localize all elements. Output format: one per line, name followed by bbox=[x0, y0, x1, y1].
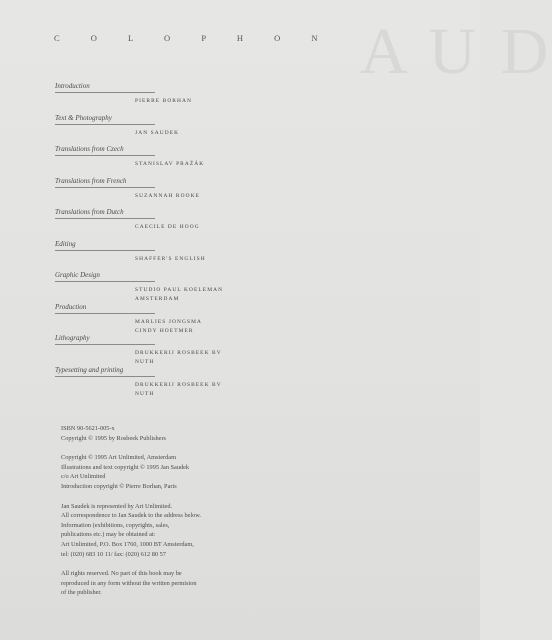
credit-role: Lithography bbox=[55, 334, 90, 342]
info-line: Art Unlimited, P.O. Box 1760, 1000 BT Amsterdam, bbox=[61, 540, 194, 548]
credit-entry bbox=[55, 303, 315, 335]
credit-divider bbox=[55, 187, 155, 188]
info-paragraph bbox=[61, 569, 301, 598]
credit-role: Translations from Czech bbox=[55, 145, 124, 153]
credit-role: Typesetting and printing bbox=[55, 365, 124, 374]
credit-name: PIERRE BORHAN bbox=[135, 98, 192, 104]
info-line: ISBN 90-5621-005-x bbox=[61, 425, 115, 432]
background-title-letters: A U D bbox=[360, 15, 552, 88]
credit-names bbox=[135, 97, 192, 106]
info-line: publications etc.) may be obtained at: bbox=[61, 531, 156, 539]
credit-names bbox=[135, 286, 223, 304]
credit-name: DRUKKERIJ ROSBEEK BV bbox=[135, 381, 222, 388]
info-line: Copyright © 1995 Art Unlimited, Amsterdam bbox=[61, 454, 176, 462]
credit-names bbox=[135, 255, 206, 264]
info-line: All correspondence to Jan Saudek to the address below. bbox=[61, 512, 202, 520]
credit-divider bbox=[55, 218, 155, 219]
credit-divider bbox=[55, 376, 155, 377]
credit-names bbox=[135, 223, 200, 232]
info-line: Copyright © 1995 by Rosbeek Publishers bbox=[61, 434, 167, 442]
credit-entry bbox=[55, 177, 315, 209]
credit-name: AMSTERDAM bbox=[135, 296, 180, 302]
credit-name: CINDY HOETMER bbox=[135, 327, 194, 334]
credit-divider bbox=[55, 155, 155, 156]
info-paragraph bbox=[61, 424, 301, 443]
credit-name: NUTH bbox=[135, 390, 155, 397]
publication-info bbox=[61, 424, 301, 608]
info-line: Illustrations and text copyright © 1995 Jan Saudek bbox=[61, 463, 190, 471]
info-line: c/o Art Unlimited bbox=[61, 473, 106, 481]
credit-entry bbox=[55, 145, 315, 177]
credit-entry bbox=[55, 208, 315, 240]
credit-names bbox=[135, 129, 179, 138]
credit-names bbox=[135, 318, 202, 336]
credit-divider bbox=[55, 124, 155, 125]
credit-divider bbox=[55, 250, 155, 251]
credit-role: Translations from Dutch bbox=[55, 208, 124, 216]
page-title: C O L O P H O N bbox=[54, 33, 333, 43]
info-line: Introduction copyright © Pierre Borhan, Paris bbox=[61, 482, 177, 490]
credit-name: SHAFFER'S ENGLISH bbox=[135, 255, 206, 262]
credit-entry bbox=[55, 240, 315, 272]
info-line: reproduced in any form without the written permision bbox=[61, 579, 197, 587]
credit-name: MARLIES JONGSMA bbox=[135, 318, 202, 325]
credit-divider bbox=[55, 344, 155, 345]
credit-name: CAECILE DE HOOG bbox=[135, 224, 200, 230]
credit-names bbox=[135, 160, 204, 169]
credit-role: Graphic Design bbox=[55, 271, 100, 279]
credit-name: STUDIO PAUL KOELEMAN bbox=[135, 287, 224, 293]
credit-names bbox=[135, 192, 200, 201]
info-line: All rights reserved. No part of this book may be bbox=[61, 570, 182, 578]
credit-divider bbox=[55, 313, 155, 314]
credit-role: Text & Photography bbox=[55, 113, 112, 122]
credit-role: Production bbox=[55, 302, 87, 311]
info-line: Jan Saudek is represented by Art Unlimited. bbox=[61, 502, 173, 510]
credit-entry bbox=[55, 271, 315, 303]
credit-role: Translations from French bbox=[55, 176, 127, 185]
credit-divider bbox=[55, 281, 155, 282]
info-line: tel: (020) 683 10 11/ fax: (020) 612 80 57 bbox=[61, 550, 166, 558]
info-line: of the publisher. bbox=[61, 589, 102, 597]
credit-entry bbox=[55, 366, 315, 398]
credits-list bbox=[55, 82, 315, 397]
credit-name: JAN SAUDEK bbox=[135, 129, 180, 136]
info-line: Information (exhibitions, copyrights, sales, bbox=[61, 521, 170, 529]
credit-name: NUTH bbox=[135, 359, 155, 365]
info-paragraph bbox=[61, 502, 301, 560]
credit-names bbox=[135, 381, 222, 399]
credit-name: STANISLAV PRAŽÁK bbox=[135, 161, 205, 167]
credit-role: Introduction bbox=[55, 82, 90, 90]
credit-name: DRUKKERIJ ROSBEEK BV bbox=[135, 350, 222, 356]
credit-entry bbox=[55, 334, 315, 366]
credit-role: Editing bbox=[55, 239, 76, 248]
credit-divider bbox=[55, 92, 155, 93]
credit-names bbox=[135, 349, 222, 367]
credit-entry bbox=[55, 82, 315, 114]
credit-entry bbox=[55, 114, 315, 146]
credit-name: SUZANNAH ROOKE bbox=[135, 192, 200, 199]
info-paragraph bbox=[61, 453, 301, 491]
